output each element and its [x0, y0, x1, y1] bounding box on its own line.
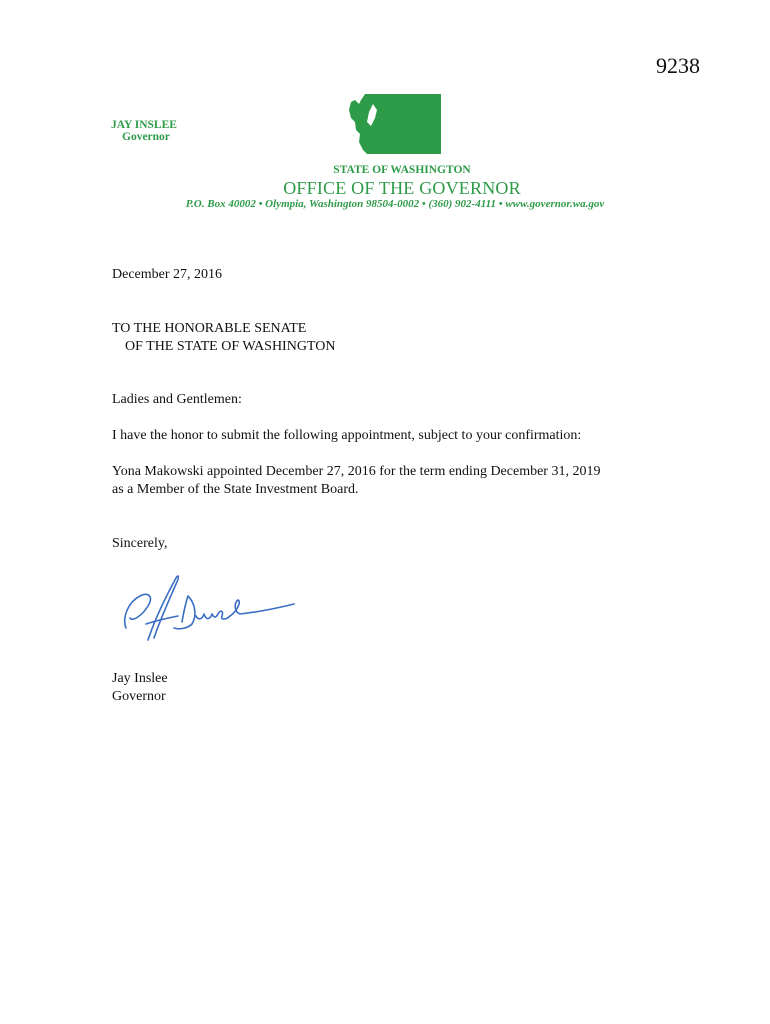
letter-date: December 27, 2016: [112, 267, 223, 282]
intro-paragraph: I have the honor to submit the following appointment, subject to your confirmation:: [112, 428, 582, 443]
appointment-line: Yona Makowski appointed December 27, 2016 for the term ending December 31, 2019: [112, 464, 601, 479]
letterhead-state: STATE OF WASHINGTON: [333, 164, 471, 176]
washington-state-map-icon: [347, 92, 443, 156]
salutation: Ladies and Gentlemen:: [112, 392, 242, 407]
addressee-line: OF THE STATE OF WASHINGTON: [125, 339, 336, 354]
document-number: 9238: [656, 53, 700, 78]
signer-name: Jay Inslee: [112, 671, 168, 686]
addressee-line: TO THE HONORABLE SENATE: [112, 321, 307, 336]
signature-icon: [118, 566, 308, 650]
appointment-line: as a Member of the State Investment Board.: [112, 482, 359, 497]
letterhead-address: P.O. Box 40002 • Olympia, Washington 98504-0002 • (360) 902-4111 • www.governor.wa.gov: [185, 198, 605, 210]
letterhead-governor-name: JAY INSLEE: [111, 119, 177, 131]
signer-title: Governor: [112, 689, 166, 704]
letterhead-governor-title: Governor: [122, 131, 170, 143]
closing: Sincerely,: [112, 536, 168, 551]
letterhead-office: OFFICE OF THE GOVERNOR: [283, 178, 521, 198]
